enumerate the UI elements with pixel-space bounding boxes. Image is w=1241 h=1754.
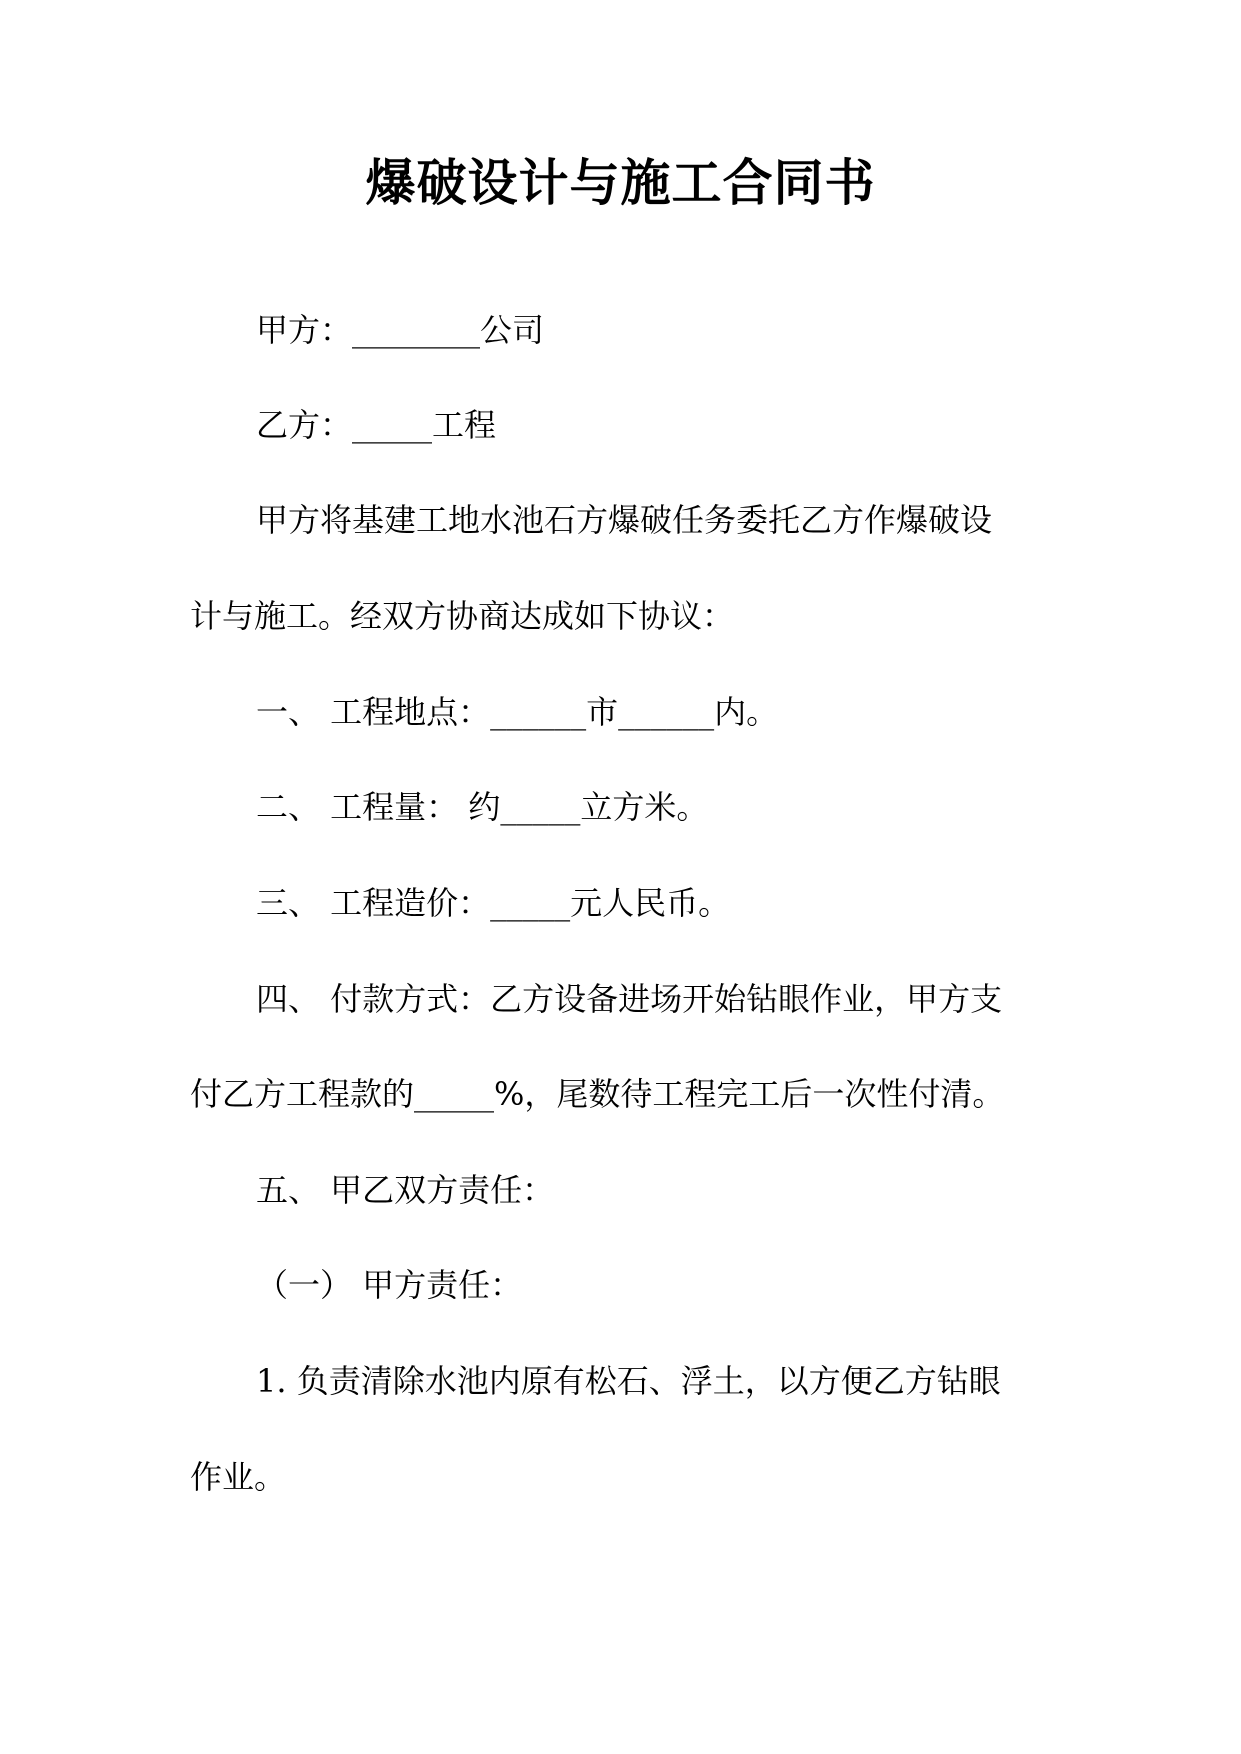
- clause-2-quantity: 二、 工程量： 约_____立方米。: [256, 788, 709, 826]
- party-a-responsibility-heading: （一） 甲方责任：: [256, 1266, 523, 1304]
- clause-4-payment-line-2: 付乙方工程款的_____%，尾数待工程完工后一次性付清。: [190, 1075, 1005, 1113]
- responsibility-item-1-line-1: 1. 负责清除水池内原有松石、浮土，以方便乙方钻眼: [256, 1362, 1001, 1400]
- document-title: 爆破设计与施工合同书: [365, 154, 876, 212]
- responsibility-item-1-line-2: 作业。: [190, 1458, 287, 1496]
- clause-3-cost: 三、 工程造价：_____元人民币。: [256, 884, 731, 922]
- clause-5-responsibilities: 五、 甲乙双方责任：: [256, 1171, 555, 1209]
- party-a-line: 甲方：________公司: [256, 311, 545, 349]
- party-b-line: 乙方：_____工程: [256, 406, 497, 444]
- clause-1-location: 一、 工程地点：______市______内。: [256, 693, 779, 731]
- clause-4-payment-line-1: 四、 付款方式：乙方设备进场开始钻眼作业，甲方支: [256, 980, 1003, 1018]
- intro-line-1: 甲方将基建工地水池石方爆破任务委托乙方作爆破设: [256, 501, 993, 539]
- intro-line-2: 计与施工。经双方协商达成如下协议：: [190, 597, 735, 635]
